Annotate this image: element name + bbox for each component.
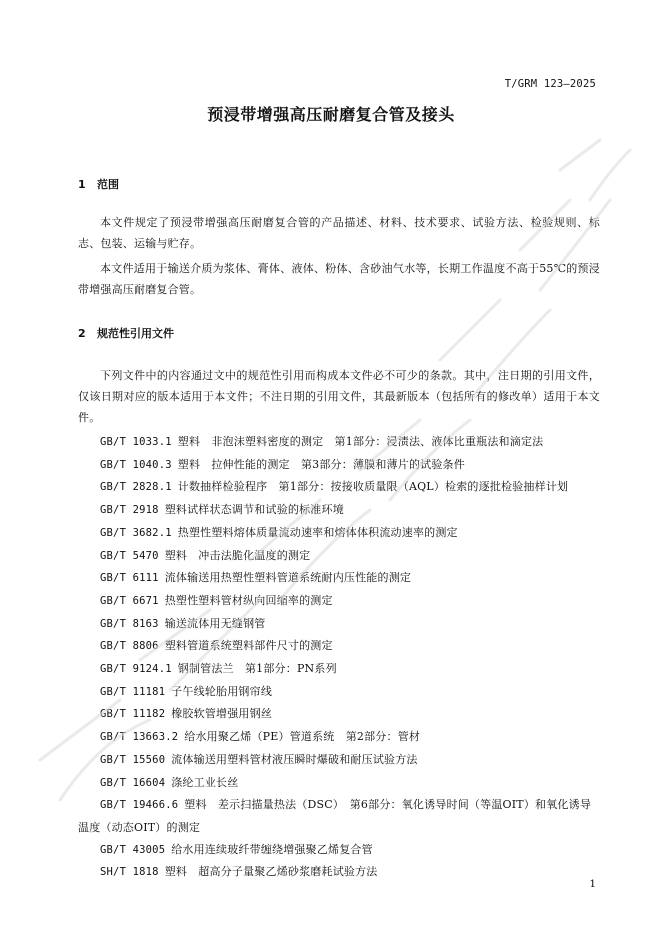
reference-title: 塑料 拉伸性能的测定 第3部分：薄膜和薄片的试验条件 xyxy=(177,457,465,471)
reference-title: 给水用聚乙烯（PE）管道系统 第2部分：管材 xyxy=(184,730,421,744)
reference-item xyxy=(78,522,600,545)
document-title: 预浸带增强高压耐磨复合管及接头 xyxy=(207,105,455,124)
section-2-title: 规范性引用文件 xyxy=(97,327,174,340)
reference-code: GB/T 8163 xyxy=(100,617,159,630)
reference-item xyxy=(78,613,600,636)
reference-item xyxy=(78,658,600,681)
reference-item xyxy=(78,794,600,838)
reference-title: 子午线轮胎用钢帘线 xyxy=(171,684,273,698)
section-1-paragraph-2: 本文件适用于输送介质为浆体、膏体、液体、粉体、含砂油气水等，长期工作温度不高于55℃的预浸带增强高压耐磨复合管。 xyxy=(78,262,600,296)
section-1-heading xyxy=(78,176,119,192)
reference-item xyxy=(78,454,600,477)
reference-code: GB/T 11181 xyxy=(100,685,166,698)
reference-item xyxy=(78,431,600,454)
reference-code: GB/T 1033.1 xyxy=(100,436,172,448)
reference-item xyxy=(78,567,600,590)
reference-title: 塑料管道系统塑料部件尺寸的测定 xyxy=(164,639,333,653)
section-1-title: 范围 xyxy=(97,178,119,191)
reference-code: GB/T 2918 xyxy=(100,504,159,517)
reference-code: GB/T 1040.3 xyxy=(100,458,172,471)
standard-code: T/GRM 123—2025 xyxy=(504,78,596,90)
reference-item xyxy=(78,635,600,658)
reference-code: GB/T 3682.1 xyxy=(100,526,172,539)
reference-title: 塑料 冲击法脆化温度的测定 xyxy=(164,548,311,562)
reference-title: 涤纶工业长丝 xyxy=(171,775,239,789)
reference-title: 塑料试样状态调节和试验的标准环境 xyxy=(164,503,344,517)
reference-item xyxy=(78,590,600,613)
reference-item xyxy=(78,861,600,884)
reference-code: GB/T 6111 xyxy=(100,572,159,585)
reference-title: 流体输送用热塑性塑料管道系统耐内压性能的测定 xyxy=(164,571,412,585)
reference-code: GB/T 13663.2 xyxy=(100,731,179,744)
section-2-heading xyxy=(78,325,174,341)
reference-item xyxy=(78,749,600,772)
reference-item xyxy=(78,703,600,726)
reference-title: 钢制管法兰 第1部分：PN系列 xyxy=(177,662,337,676)
reference-title: 给水用连续玻纤带缠绕增强聚乙烯复合管 xyxy=(171,842,373,856)
reference-code: GB/T 6671 xyxy=(100,594,159,607)
section-1-number: 1 xyxy=(78,178,86,191)
reference-title: 橡胶软管增强用钢丝 xyxy=(171,707,273,721)
reference-item xyxy=(78,499,600,522)
reference-code: GB/T 11182 xyxy=(100,708,166,721)
reference-title: 流体输送用塑料管材液压瞬时爆破和耐压试验方法 xyxy=(171,752,418,766)
reference-title: 塑料 非泡沫塑料密度的测定 第1部分：浸渍法、液体比重瓶法和滴定法 xyxy=(177,435,544,448)
page-number: 1 xyxy=(589,878,596,890)
reference-title: 计数抽样检验程序 第1部分：按接收质量限（AQL）检索的逐批检验抽样计划 xyxy=(177,480,569,494)
reference-item xyxy=(78,545,600,568)
reference-code: GB/T 19466.6 xyxy=(100,799,179,812)
reference-item xyxy=(78,726,600,749)
reference-title: 热塑性塑料管材纵向回缩率的测定 xyxy=(164,593,333,607)
reference-code: GB/T 8806 xyxy=(100,640,159,653)
reference-code: GB/T 9124.1 xyxy=(100,663,172,676)
section-2-paragraph-1: 下列文件中的内容通过文中的规范性引用而构成本文件必不可少的条款。其中，注日期的引用文件，仅该日期对应的版本适用于本文件；不注日期的引用文件，其最新版本（包括所有的修改单）适用于本文件。 xyxy=(78,369,600,424)
reference-item xyxy=(78,772,600,795)
reference-code: GB/T 16604 xyxy=(100,776,166,789)
section-1-paragraph-1: 本文件规定了预浸带增强高压耐磨复合管的产品描述、材料、技术要求、试验方法、检验规则、标志、包装、运输与贮存。 xyxy=(78,216,600,250)
reference-list xyxy=(78,431,600,884)
reference-code: GB/T 43005 xyxy=(100,843,166,856)
section-2-number: 2 xyxy=(78,327,86,340)
reference-item xyxy=(78,476,600,499)
reference-code: GB/T 5470 xyxy=(100,549,159,562)
reference-title: 输送流体用无缝钢管 xyxy=(164,616,266,630)
reference-code: GB/T 15560 xyxy=(100,753,166,766)
reference-title: 塑料 超高分子量聚乙烯砂浆磨耗试验方法 xyxy=(164,865,378,879)
reference-item xyxy=(78,839,600,862)
reference-item xyxy=(78,681,600,704)
reference-code: GB/T 2828.1 xyxy=(100,481,172,494)
reference-title: 塑料 差示扫描量热法（DSC） 第6部分：氧化诱导时间（等温OIT）和氧化诱导温度（动态OIT）的测定 xyxy=(78,798,592,834)
reference-title: 热塑性塑料熔体质量流动速率和熔体体积流动速率的测定 xyxy=(177,525,458,539)
reference-code: SH/T 1818 xyxy=(100,866,159,879)
